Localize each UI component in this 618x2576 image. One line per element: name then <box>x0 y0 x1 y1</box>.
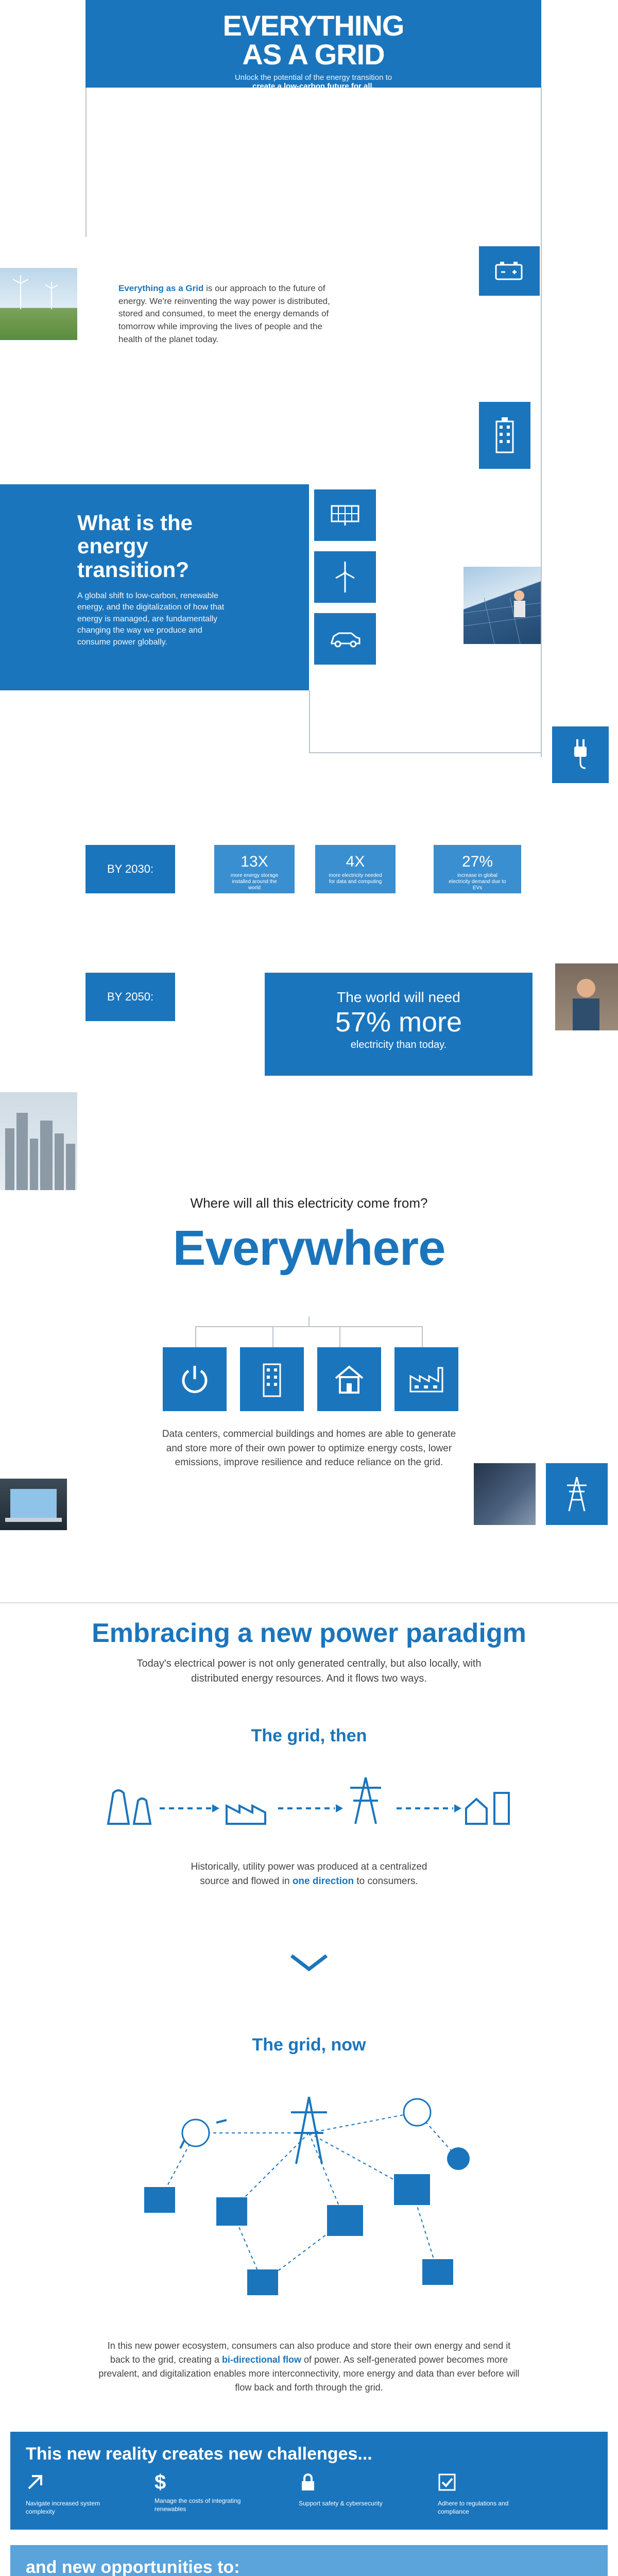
hero-title-line1: EVERYTHING <box>222 9 404 42</box>
grid-now-text-b: bi-directional flow <box>221 2354 301 2365</box>
paradigm-title: Embracing a new power paradigm <box>92 1618 526 1648</box>
wind-farm-photo <box>0 268 77 340</box>
grid-now-text-a: In this new power ecosystem, consumers can also produce and store their own energy and send it back to the grid, creating a <box>107 2341 511 2365</box>
intro-bold: Everything as a Grid <box>118 283 204 293</box>
factory-icon <box>394 1347 458 1411</box>
stats-2030-label <box>85 845 175 893</box>
grid-then-diagram <box>98 1772 525 1829</box>
hero-subtitle-1: Unlock the potential of the energy transition to <box>234 73 392 82</box>
grid-then-title: The grid, then <box>251 1726 367 1745</box>
grid-now-text-c: of power. As self-generated power becomes more prevalent, and digitalization enables more interconnectivity, more energy and data than ever before will flow back and forth through the grid. <box>98 2354 520 2393</box>
grid-now-diagram <box>129 2076 489 2318</box>
challenges-title: This new reality creates new challenges... <box>26 2444 372 2464</box>
home-icon <box>317 1347 381 1411</box>
lock-icon <box>299 2473 317 2492</box>
hero-subtitle-2: create a low-carbon future for all. <box>252 82 374 91</box>
stat-2050-big: 57% more <box>335 1007 462 1038</box>
challenge-label: Adhere to regulations and compliance <box>438 2500 509 2516</box>
opportunities-title: and new opportunities to: <box>26 2557 240 2576</box>
chevron-down-icon <box>288 1953 330 1973</box>
hero-title-line2: AS A GRID <box>242 38 385 71</box>
wind-turbine-icon <box>314 551 376 603</box>
electric-car-icon <box>314 613 376 665</box>
challenge-item <box>438 2473 561 2516</box>
energy-transition-panel <box>0 484 309 690</box>
stat-storage-caption: more energy storage installed around the world <box>230 873 279 891</box>
stat-2050-panel <box>265 973 533 1076</box>
opportunities-panel <box>10 2545 608 2576</box>
transmission-tower-icon <box>546 1463 608 1525</box>
timeline-line-h1 <box>85 88 87 237</box>
grid-then-text-2b: one direction <box>292 1875 354 1887</box>
stat-2050-line1: The world will need <box>337 989 460 1005</box>
challenge-label: Navigate increased system complexity <box>26 2500 100 2516</box>
stats-2030-label-text: BY 2030: <box>107 862 154 875</box>
everywhere-question: Where will all this electricity come from? <box>190 1195 428 1211</box>
challenge-item <box>154 2473 278 2513</box>
solar-worker-photo <box>464 567 541 644</box>
challenge-label: Manage the costs of integrating renewables <box>154 2497 241 2513</box>
office-building-icon <box>240 1347 304 1411</box>
check-icon <box>438 2473 456 2492</box>
arrow-icon <box>26 2473 44 2492</box>
grid-then-text-2 <box>154 1874 464 1889</box>
building-icon <box>479 402 530 469</box>
grid-now-text <box>98 2339 520 2395</box>
everywhere-connectors <box>185 1316 433 1347</box>
intro-paragraph <box>118 282 335 346</box>
city-skyline-photo <box>0 1092 77 1190</box>
stat-2050-line3: electricity than today. <box>350 1039 447 1050</box>
grid-now-title: The grid, now <box>252 2035 366 2055</box>
section-divider <box>0 1602 618 1603</box>
stat-ev-value: 27% <box>461 853 493 870</box>
grid-then-text <box>154 1860 464 1888</box>
stat-ev-caption: increase in global electricity demand due to EVs <box>449 873 506 891</box>
engineer-photo <box>555 963 618 1030</box>
city-night-photo <box>474 1463 536 1525</box>
stat-data-caption: more electricity needed for data and computing <box>329 873 382 885</box>
stat-storage <box>214 845 295 893</box>
everywhere-answer: Everywhere <box>173 1221 445 1276</box>
grid-then-text-1: Historically, utility power was produced at a centralized <box>191 1861 427 1872</box>
plug-icon <box>552 726 609 783</box>
intro-text: is our approach to the future of energy. We're reinventing the way power is distributed, stored and consumed, to meet the energy demands of tomorrow while improving the lives of people and the health of the planet today. <box>118 283 330 344</box>
stats-2050-label <box>85 973 175 1021</box>
stat-ev <box>434 845 521 893</box>
transition-text: A global shift to low-carbon, renewable energy, and the digitalization of how that energy is managed, are fundamentally changing the way we produce and consume power globally. <box>77 591 225 647</box>
grid-then-text-2a: source and flowed in <box>200 1875 293 1887</box>
challenge-item <box>26 2473 149 2516</box>
challenge-item <box>299 2473 422 2507</box>
paradigm-text: Today's electrical power is not only generated centrally, but also locally, with distributed energy resources. And it flows two ways. <box>136 1658 482 1684</box>
timeline-connector <box>309 690 310 752</box>
battery-icon <box>479 246 540 296</box>
transition-title: What is the energy transition? <box>77 511 193 582</box>
stat-storage-value: 13X <box>241 853 268 870</box>
everywhere-text: Data centers, commercial buildings and homes are able to generate and store more of their own power to optimize energy costs, lower emissions, improve resilience and reduce reliance on the grid. <box>162 1429 456 1468</box>
solar-panel-icon <box>314 489 376 541</box>
everywhere-section <box>103 1195 515 1278</box>
stat-data <box>315 845 396 893</box>
challenge-label: Support safety & cybersecurity <box>299 2500 383 2507</box>
timeline-connector-h <box>309 752 541 753</box>
timeline-line <box>541 88 542 757</box>
laptop-photo <box>0 1479 67 1530</box>
hero-banner <box>85 0 541 91</box>
dollar-icon: $ <box>154 2471 166 2494</box>
grid-then-text-2c: to consumers. <box>354 1875 418 1887</box>
power-icon <box>163 1347 227 1411</box>
stats-2050-label-text: BY 2050: <box>107 990 154 1003</box>
stat-data-value: 4X <box>346 853 365 870</box>
